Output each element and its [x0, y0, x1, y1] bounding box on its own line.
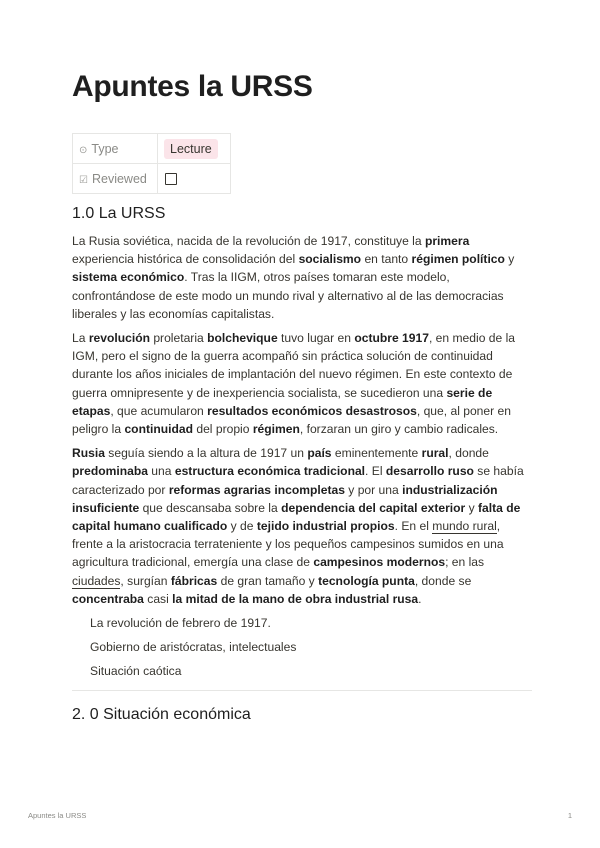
property-row-type [73, 134, 231, 164]
page-title: Apuntes la URSS [72, 70, 313, 103]
divider [72, 690, 532, 691]
type-tag[interactable]: Lecture [164, 139, 218, 159]
property-key-label: Reviewed [91, 171, 147, 186]
page-number: 1 [567, 811, 572, 820]
list-item: Situación caótica [90, 664, 182, 679]
footer-title: Apuntes la URSS [28, 811, 87, 820]
underlined-text: mundo rural [432, 519, 497, 534]
list-item: Gobierno de aristócratas, intelectuales [90, 640, 297, 655]
property-row-reviewed [73, 164, 231, 194]
property-value[interactable] [158, 164, 231, 194]
type-icon: ⊙ [79, 144, 88, 156]
list-item: La revolución de febrero de 1917. [90, 616, 271, 631]
page-content [72, 205, 532, 733]
checkbox-property-icon: ☑ [79, 174, 88, 186]
paragraph: La revolución proletaria bolchevique tuvo lugar en octubre 1917, en medio de la IGM, pero el signo de la guerra acompañó sin práctica solución de continuidad durante los años iniciales de implantación del nuevo régimen. En este contexto de guerra omnipresente y de inexperiencia socialista, se sucedieron una serie de etapas, que acumularon resultados económicos desastrosos, que, al poner en peligro la continuidad del propio régimen, forzaran un giro y cambio radicales. [72, 331, 516, 437]
property-key-label: Type [91, 141, 119, 156]
paragraph: Rusia seguía siendo a la altura de 1917 un país eminentemente rural, donde predominaba una estructura económica tradicional. El desarrollo ruso se había caracterizado por reformas agrarias incompletas y por una industrialización insuficiente que descansaba sobre la dependencia del capital exterior y falta de capital humano cualificado y de tejido industrial propios. En el mundo rural, frente a la aristocracia terrateniente y los pequeños campesinos sumidos en una agricultura tradicional, emergía una clase de campesinos modernos; en las ciudades, surgían fábricas de gran tamaño y tecnología punta, donde se concentraba casi la mitad de la mano de obra industrial rusa. [72, 446, 524, 606]
property-key [73, 134, 158, 164]
properties-table [72, 133, 231, 194]
underlined-text: ciudades [72, 573, 121, 588]
paragraph: La Rusia soviética, nacida de la revolución de 1917, constituye la primera experiencia histórica de consolidación del socialismo en tanto régimen político y sistema económico. Tras la IIGM, otros países tomaran este modelo, confrontándose de este modo un mundo rival y alternativo al de las democracias liberales y las economías capitalistas. [72, 234, 515, 321]
property-value[interactable] [158, 134, 231, 164]
property-key [73, 164, 158, 194]
section-heading: 1.0 La URSS [72, 205, 166, 222]
reviewed-checkbox[interactable] [165, 173, 177, 185]
section-heading: 2. 0 Situación económica [72, 706, 251, 724]
